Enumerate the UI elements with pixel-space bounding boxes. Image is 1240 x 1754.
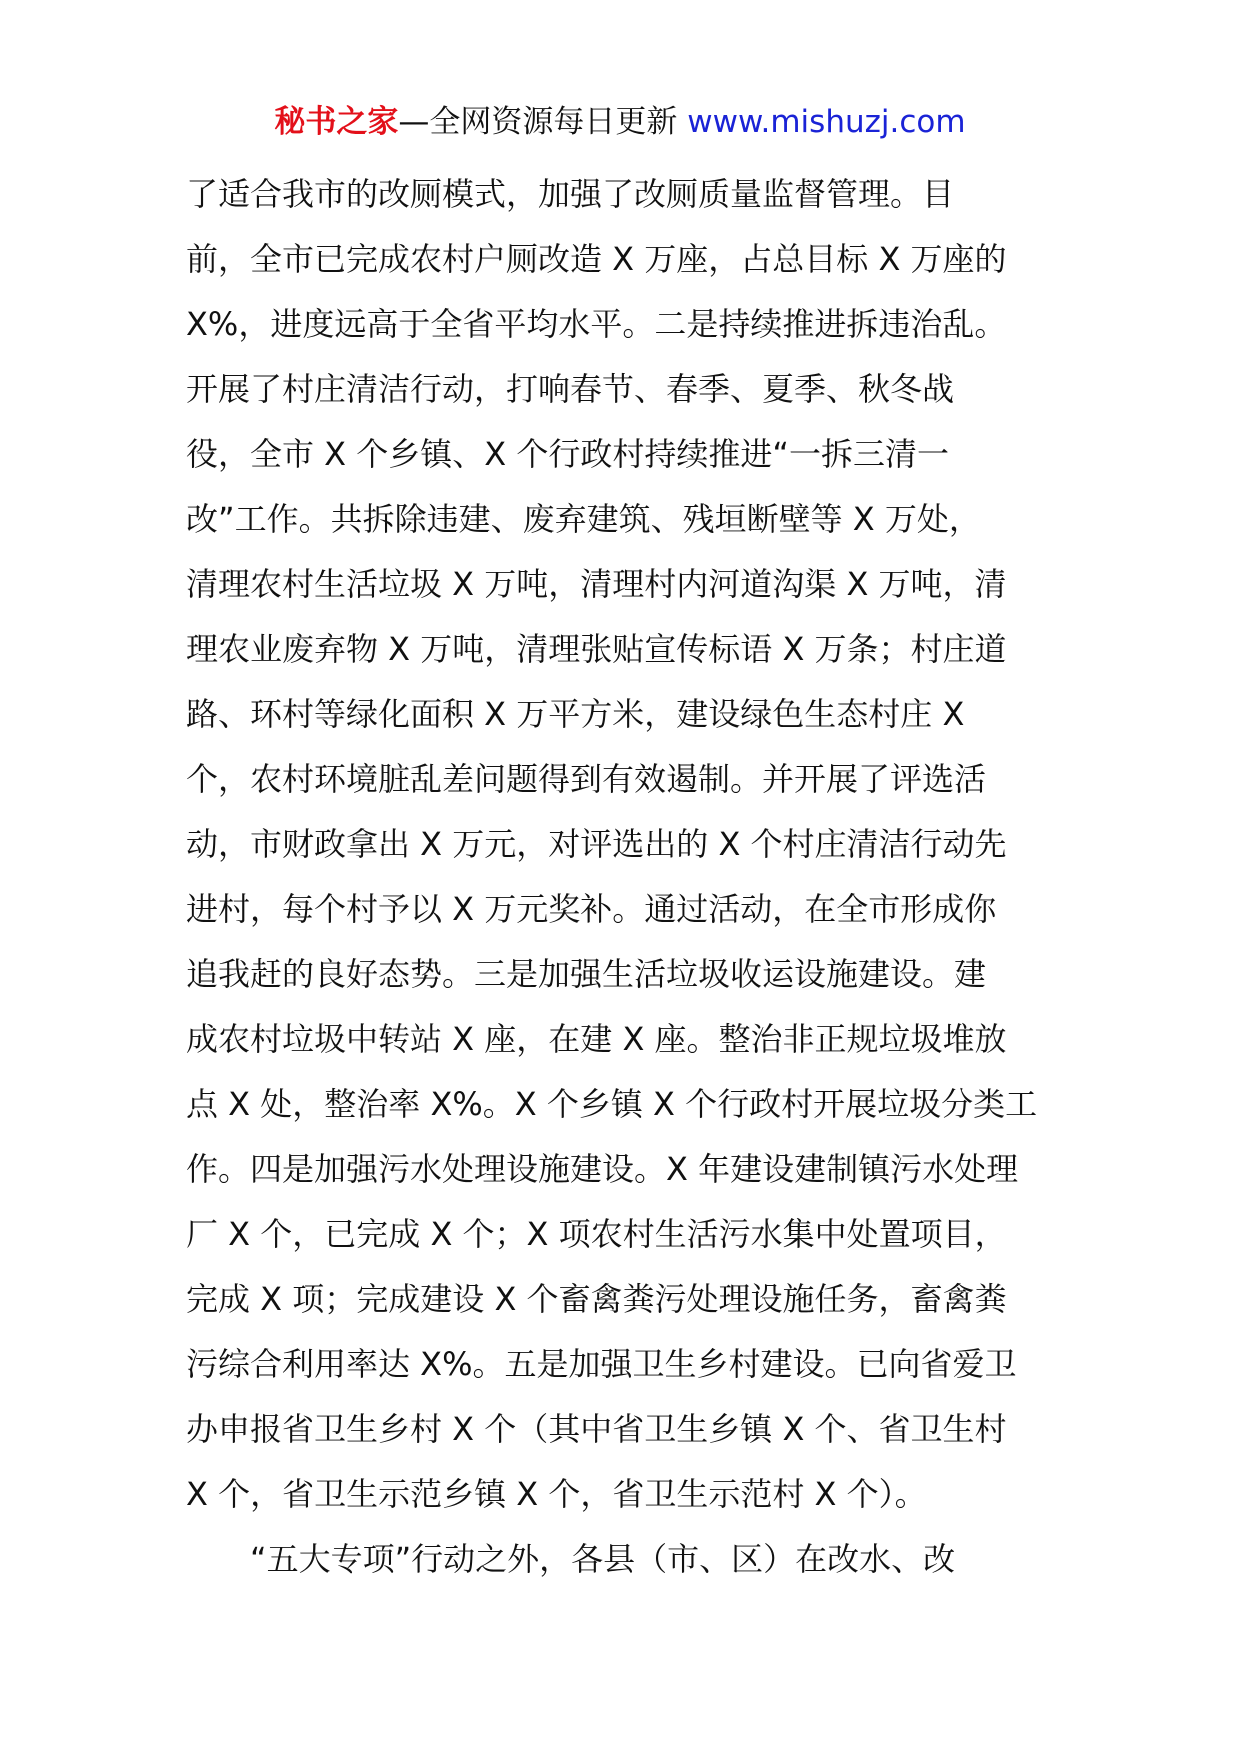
site-brand: 秘书之家 <box>274 104 399 140</box>
text-line: 点 X 处，整治率 X%。X 个乡镇 X 个行政村开展垃圾分类工 <box>186 1085 1038 1123</box>
text-line: 完成 X 项；完成建设 X 个畜禽粪污处理设施任务，畜禽粪 <box>186 1280 1007 1318</box>
text-line: 了适合我市的改厕模式，加强了改厕质量监督管理。目 <box>186 175 955 213</box>
text-line: 追我赶的良好态势。三是加强生活垃圾收运设施建设。建 <box>186 955 987 993</box>
text-line: X 个，省卫生示范乡镇 X 个，省卫生示范村 X 个）。 <box>186 1475 927 1513</box>
site-url[interactable]: www.mishuzj.com <box>687 104 966 140</box>
paragraph-start-line: “五大专项”行动之外，各县（市、区）在改水、改 <box>250 1540 956 1578</box>
text-line: X%，进度远高于全省平均水平。二是持续推进拆违治乱。 <box>186 305 1007 343</box>
text-line: 改”工作。共拆除违建、废弃建筑、残垣断壁等 X 万处， <box>186 500 981 538</box>
site-tagline: —全网资源每日更新 <box>398 104 678 140</box>
text-line: 动，市财政拿出 X 万元，对评选出的 X 个村庄清洁行动先 <box>186 825 1007 863</box>
text-line: 污综合利用率达 X%。五是加强卫生乡村建设。已向省爱卫 <box>186 1345 1017 1383</box>
text-line: 路、环村等绿化面积 X 万平方米，建设绿色生态村庄 X <box>186 695 965 733</box>
text-line: 役，全市 X 个乡镇、X 个行政村持续推进“一拆三清一 <box>186 435 949 473</box>
text-line: 清理农村生活垃圾 X 万吨，清理村内河道沟渠 X 万吨，清 <box>186 565 1007 603</box>
site-header <box>0 100 1240 144</box>
text-line: 前，全市已完成农村户厕改造 X 万座，占总目标 X 万座的 <box>186 240 1007 278</box>
text-line: 作。四是加强污水处理设施建设。X 年建设建制镇污水处理 <box>186 1150 1019 1188</box>
text-line: 开展了村庄清洁行动，打响春节、春季、夏季、秋冬战 <box>186 370 955 408</box>
document-body <box>186 162 1056 1592</box>
text-line: 厂 X 个，已完成 X 个；X 项农村生活污水集中处置项目， <box>186 1215 1007 1253</box>
text-line: 个，农村环境脏乱差问题得到有效遏制。并开展了评选活 <box>186 760 987 798</box>
text-line: 办申报省卫生乡村 X 个（其中省卫生乡镇 X 个、省卫生村 <box>186 1410 1007 1448</box>
text-line: 理农业废弃物 X 万吨，清理张贴宣传标语 X 万条；村庄道 <box>186 630 1007 668</box>
text-line: 进村，每个村予以 X 万元奖补。通过活动，在全市形成你 <box>186 890 997 928</box>
text-line: 成农村垃圾中转站 X 座，在建 X 座。整治非正规垃圾堆放 <box>186 1020 1007 1058</box>
